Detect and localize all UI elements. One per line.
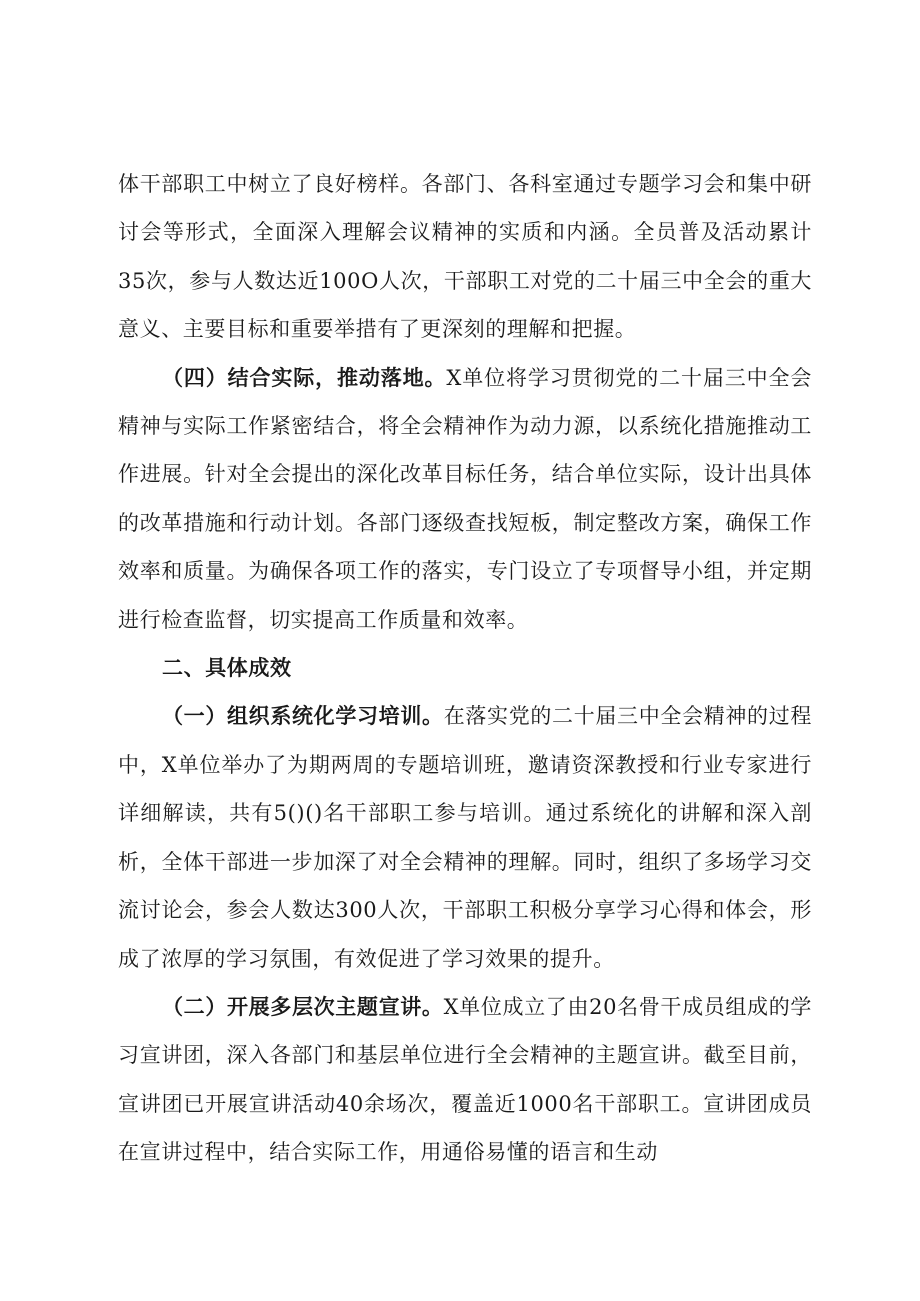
- paragraph-4: [118, 983, 812, 1177]
- paragraph-1-text: 体干部职工中树立了良好榜样。各部门、各科室通过专题学习会和集中研讨会等形式，全面深入理解会议精神的实质和内涵。全员普及活动累计35次，参与人数达近100O人次，干部职工对党的二十届三中全会的重大意义、主要目标和重要举措有了更深刻的理解和把握。: [118, 172, 812, 342]
- paragraph-4-title: （二）开展多层次主题宣讲。: [162, 993, 444, 1019]
- section-heading: [118, 644, 812, 692]
- section-heading-text: 二、具体成效: [162, 655, 292, 681]
- paragraph-1: [118, 160, 812, 354]
- paragraph-3-text: 在落实党的二十届三中全会精神的过程中，X单位举办了为期两周的专题培训班，邀请资深教授和行业专家进行详细解读，共有5()()名干部职工参与培训。通过系统化的讲解和深入剖析，全体干部进一步加深了对全会精神的理解。同时，组织了多场学习交流讨论会，参会人数达300人次，干部职工积极分享学习心得和体会，形成了浓厚的学习氛围，有效促进了学习效果的提升。: [118, 704, 812, 971]
- paragraph-3-title: （一）组织系统化学习培训。: [162, 703, 444, 729]
- document-body: [118, 160, 812, 1177]
- paragraph-4-text: X单位成立了由20名骨干成员组成的学习宣讲团，深入各部门和基层单位进行全会精神的主题宣讲。截至目前，宣讲团已开展宣讲活动40余场次，覆盖近1000名干部职工。宣讲团成员在宣讲过程中，结合实际工作，用通俗易懂的语言和生动: [118, 994, 812, 1165]
- paragraph-3: [118, 692, 812, 982]
- paragraph-2: [118, 354, 812, 644]
- paragraph-2-title: （四）结合实际，推动落地。: [162, 364, 447, 390]
- paragraph-2-text: X单位将学习贯彻党的二十届三中全会精神与实际工作紧密结合，将全会精神作为动力源，以系统化措施推动工作进展。针对全会提出的深化改革目标任务，结合单位实际，设计出具体的改革措施和行动计划。各部门逐级查找短板，制定整改方案，确保工作效率和质量。为确保各项工作的落实，专门设立了专项督导小组，并定期进行检查监督，切实提高工作质量和效率。: [118, 365, 812, 632]
